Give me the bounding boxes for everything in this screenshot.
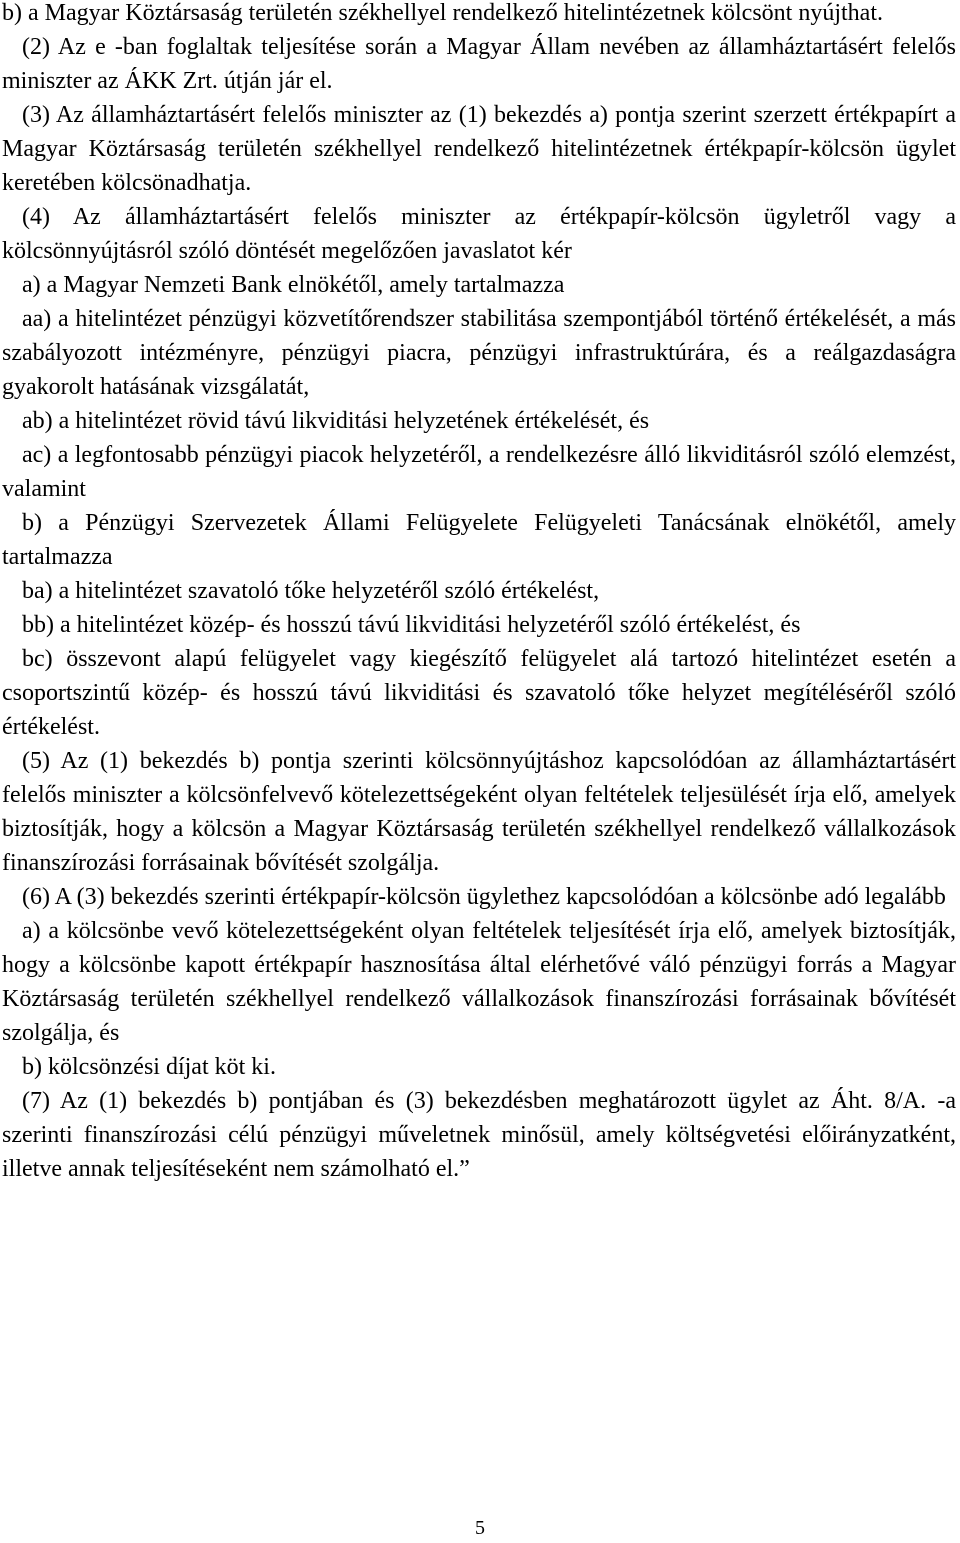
item-4bc: bc) összevont alapú felügyelet vagy kiegészítő felügyelet alá tartozó hitelintézet esetén a csoportszintű közép- és hosszú távú likviditási és szavatoló tőke helyzet megítéléséről szóló értékelést. [2, 646, 956, 740]
paragraph-3: (3) Az államháztartásért felelős miniszter az (1) bekezdés a) pontja szerint szerzett értékpapírt a Magyar Köztársaság területén székhellyel rendelkező hitelintézetnek értékpapír-kölcsön ügylet keretében kölcsönadhatja. [2, 102, 956, 196]
body-text [2, 0, 956, 1186]
item-4ba: ba) a hitelintézet szavatoló tőke helyzetéről szóló értékelést, [22, 578, 600, 604]
item-4bb: bb) a hitelintézet közép- és hosszú távú likviditási helyzetéről szóló értékelést, és [22, 612, 801, 638]
paragraph-2: (2) Az e -ban foglaltak teljesítése során a Magyar Állam nevében az államháztartásért felelős miniszter az ÁKK Zrt. útján jár el. [2, 34, 956, 94]
item-6a: a) a kölcsönbe vevő kötelezettségeként olyan feltételek teljesítését írja elő, amelyek biztosítják, hogy a kölcsönbe kapott értékpapír hasznosítása által elérhetővé váló pénzügyi forrás a Magyar Köztársaság területén székhellyel rendelkező vállalkozások finanszírozási forrásainak bővítését szolgálja, és [2, 918, 956, 1046]
item-4a: a) a Magyar Nemzeti Bank elnökétől, amely tartalmazza [22, 272, 565, 298]
paragraph-5: (5) Az (1) bekezdés b) pontja szerinti kölcsönnyújtáshoz kapcsolódóan az államháztartásért felelős miniszter a kölcsönfelvevő kötelezettségeként olyan feltételek teljesülését írja elő, amelyek biztosítják, hogy a kölcsön a Magyar Köztársaság területén székhellyel rendelkező vállalkozások finanszírozási forrásainak bővítését szolgálja. [2, 748, 956, 876]
paragraph-1b-continuation: b) a Magyar Köztársaság területén székhellyel rendelkező hitelintézetnek kölcsönt nyújthat. [2, 0, 883, 26]
paragraph-4: (4) Az államháztartásért felelős miniszter az értékpapír-kölcsön ügyletről vagy a kölcsönnyújtásról szóló döntését megelőzően javaslatot kér [2, 204, 956, 264]
item-4ab: ab) a hitelintézet rövid távú likviditási helyzetének értékelését, és [22, 408, 650, 434]
item-4aa: aa) a hitelintézet pénzügyi közvetítőrendszer stabilitása szempontjából történő értékelését, a más szabályozott intézményre, pénzügyi piacra, pénzügyi infrastruktúrára, és a reálgazdaságra gyakorolt hatásának vizsgálatát, [2, 306, 956, 400]
item-4ac: ac) a legfontosabb pénzügyi piacok helyzetéről, a rendelkezésre álló likviditásról szóló elemzést, valamint [2, 442, 956, 502]
paragraph-6: (6) A (3) bekezdés szerinti értékpapír-kölcsön ügylethez kapcsolódóan a kölcsönbe adó legalább [22, 884, 946, 910]
paragraph-7: (7) Az (1) bekezdés b) pontjában és (3) bekezdésben meghatározott ügylet az Áht. 8/A. -a szerinti finanszírozási célú pénzügyi műveletnek minősül, amely költségvetési előirányzatként, illetve annak teljesítéseként nem számolható el.” [2, 1088, 956, 1182]
page-number: 5 [475, 1517, 485, 1539]
item-6b: b) kölcsönzési díjat köt ki. [22, 1054, 276, 1080]
item-4b: b) a Pénzügyi Szervezetek Állami Felügyelete Felügyeleti Tanácsának elnökétől, amely tartalmazza [2, 510, 956, 570]
